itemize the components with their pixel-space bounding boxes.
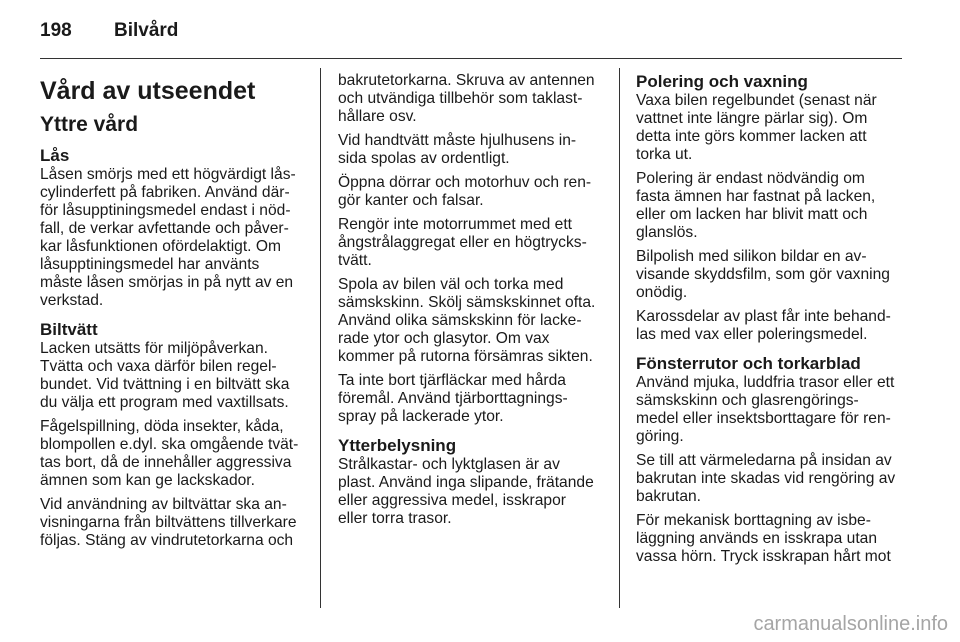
paragraph: Ta inte bort tjärfläckar med hårda föremål. Använd tjärborttagnings- spray på lackerade ytor.	[338, 372, 568, 425]
subtitle: Yttre vård	[40, 113, 139, 136]
page-number: 198	[40, 20, 72, 41]
paragraph: För mekanisk borttagning av isbe- läggning används en isskrapa utan vassa hörn. Tryck isskrapan hårt mot	[636, 512, 891, 565]
section	[40, 146, 312, 310]
section	[338, 436, 608, 528]
watermark: carmanualsonline.info	[753, 613, 948, 635]
paragraph: Karossdelar av plast får inte behand- las med vax eller poleringsmedel.	[636, 308, 891, 343]
paragraph: Rengör inte motorrummet med ett ångstrålaggregat eller en högtrycks- tvätt.	[338, 216, 587, 269]
sections	[338, 72, 608, 528]
section	[338, 72, 608, 426]
paragraph: Öppna dörrar och motorhuv och ren- gör kanter och falsar.	[338, 174, 592, 209]
section-heading: Biltvätt	[40, 320, 98, 339]
paragraph: bakrutetorkarna. Skruva av antennen och utvändiga tillbehör som taklast- hållare osv.	[338, 72, 595, 125]
paragraph: Bilpolish med silikon bildar en av- visande skyddsfilm, som gör vaxning onödig.	[636, 248, 890, 301]
column-3	[636, 72, 906, 572]
header-rule	[40, 58, 902, 59]
section-heading: Lås	[40, 146, 70, 165]
paragraph: Strålkastar- och lyktglasen är av plast. Använd inga slipande, frätande eller aggressiva medel, isskrapor eller torra trasor.	[338, 456, 594, 527]
section	[636, 72, 906, 344]
sections	[636, 72, 906, 566]
column-2	[338, 72, 608, 534]
paragraph: Fågelspillning, döda insekter, kåda, blompollen e.dyl. ska omgående tvät- tas bort, då de innehåller aggressiva ämnen som kan ge lackskador.	[40, 418, 299, 489]
paragraph: Se till att värmeledarna på insidan av bakrutan inte skadas vid rengöring av bakrutan.	[636, 452, 896, 505]
section-heading: Fönsterrutor och torkarblad	[636, 354, 861, 373]
paragraph: Polering är endast nödvändig om fasta ämnen har fastnat på lacken, eller om lacken har blivit matt och glanslös.	[636, 170, 876, 241]
column-1	[40, 72, 312, 556]
section-heading: Polering och vaxning	[636, 72, 808, 91]
section	[636, 354, 906, 566]
sections	[40, 146, 312, 550]
paragraph: Lacken utsätts för miljöpåverkan. Tvätta och vaxa därför bilen regel- bundet. Vid tvättning i en biltvätt ska du välja ett program med vaxtillsats.	[40, 340, 290, 411]
section-title: Bilvård	[114, 20, 179, 41]
paragraph: Använd mjuka, luddfria trasor eller ett sämskskinn och glasrengörings- medel eller insektsborttagare för ren- göring.	[636, 374, 895, 445]
paragraph: Spola av bilen väl och torka med sämskskinn. Skölj sämskskinnet ofta. Använd olika sämskskinn för lacke- rade ytor och glasytor. Om vax kommer på rutorna försämras sikten.	[338, 276, 596, 365]
column-divider-1	[320, 68, 321, 608]
paragraph: Vid användning av biltvättar ska an- visningarna från biltvättens tillverkare följas. Stäng av vindrutetorkarna och	[40, 496, 297, 549]
column-divider-2	[619, 68, 620, 608]
paragraph: Vaxa bilen regelbundet (senast när vattnet inte längre pärlar sig). Om detta inte görs kommer lacken att torka ut.	[636, 92, 877, 163]
section	[40, 320, 312, 550]
main-title: Vård av utseendet	[40, 77, 256, 105]
paragraph: Vid handtvätt måste hjulhusens in- sida spolas av ordentligt.	[338, 132, 577, 167]
page-header	[40, 20, 178, 42]
paragraph: Låsen smörjs med ett högvärdigt lås- cylinderfett på fabriken. Använd där- för låsupptiningsmedel endast i nöd- fall, de verkar avfettande och påver- kar låsfunktionen ofördelaktigt. Om låsupptiningsmedel har använts måste låsen smörjas in på nytt av en verkstad.	[40, 166, 296, 309]
section-heading: Ytterbelysning	[338, 436, 457, 455]
